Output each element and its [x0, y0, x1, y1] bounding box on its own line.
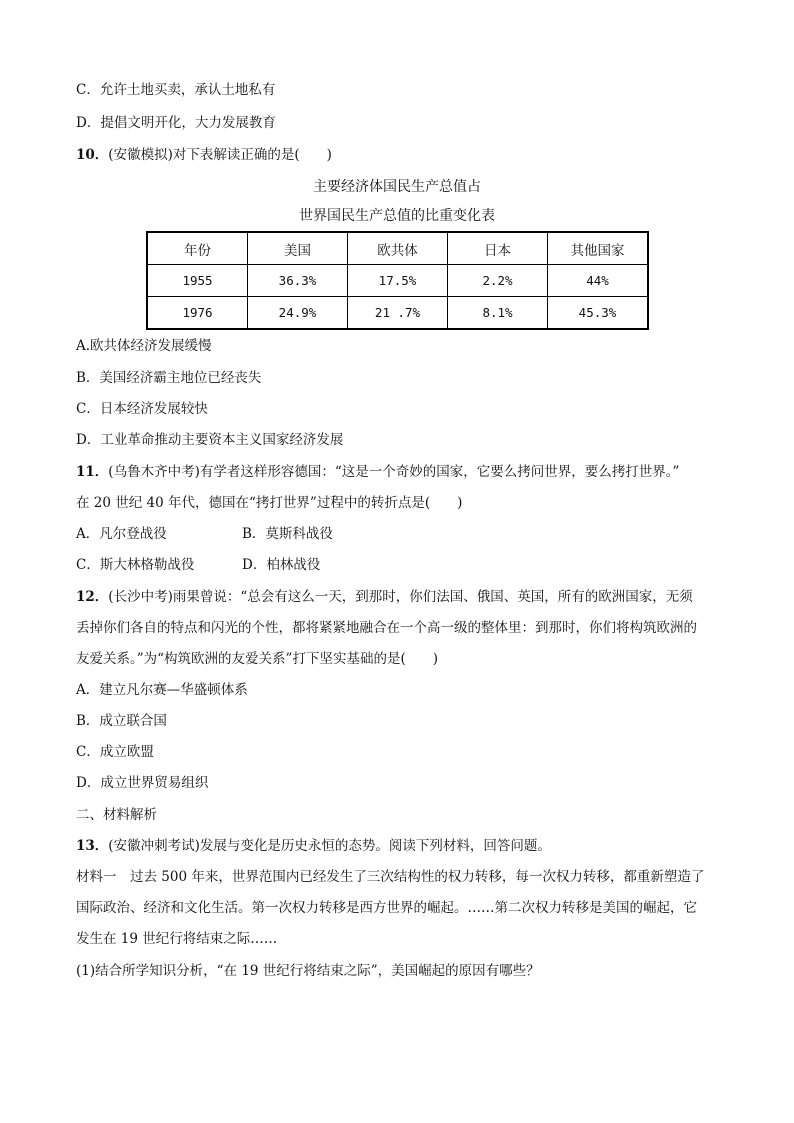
material-1-line-1: 材料一 过去 500 年来，世界范围内已经发生了三次结构性的权力转移，每一次权力转移，都重新塑造了: [76, 869, 705, 885]
q10-option-b: B．美国经济霸主地位已经丧失: [76, 370, 262, 386]
q12-option-b: B．成立联合国: [76, 713, 167, 729]
section-heading: 二、材料解析: [76, 807, 157, 823]
table-header-cell: 年份: [147, 232, 248, 265]
question-12-continued-2: 友爱关系。”为“构筑欧洲的友爱关系”打下坚实基础的是( ): [76, 651, 438, 667]
q12-option-d: D．成立世界贸易组织: [76, 775, 209, 791]
table-cell: 1976: [147, 297, 248, 330]
q10-option-d: D．工业革命推动主要资本主义国家经济发展: [76, 432, 344, 448]
q11-option-c: C．斯大林格勒战役: [76, 557, 195, 573]
table-header-cell: 欧共体: [348, 232, 448, 265]
q9-option-d: D．提倡文明开化，大力发展教育: [76, 115, 276, 131]
q12-option-a: A．建立凡尔赛—华盛顿体系: [76, 682, 248, 698]
table-title-line-1: 主要经济体国民生产总值占: [313, 179, 481, 195]
table-row: [147, 297, 648, 330]
q10-option-c: C．日本经济发展较快: [76, 401, 208, 417]
question-number: 11．: [76, 464, 109, 480]
question-text: (长沙中考)雨果曾说：“总会有这么一天，到那时，你们法国、俄国、英国，所有的欧洲国家，无须: [108, 589, 693, 605]
table-cell: 8.1%: [448, 297, 548, 330]
question-12: [76, 587, 726, 607]
sub-question-1: (1)结合所学知识分析，“在 19 世纪行将结束之际”，美国崛起的原因有哪些？: [76, 963, 540, 979]
question-10: [76, 145, 726, 165]
material-1-line-3: 发生在 19 世纪行将结束之际……: [76, 931, 278, 947]
q12-option-c: C．成立欧盟: [76, 744, 154, 760]
table-cell: 24.9%: [248, 297, 348, 330]
question-12-continued: 丢掉你们各自的特点和闪光的个性，都将紧紧地融合在一个高一级的整体里：到那时，你们将构筑欧洲的: [76, 620, 697, 636]
q11-option-d: D．柏林战役: [242, 557, 321, 573]
table-cell: 45.3%: [548, 297, 649, 330]
question-text: (乌鲁木齐中考)有学者这样形容德国：“这是一个奇妙的国家，它要么拷问世界，要么拷打世界。”: [108, 464, 680, 480]
table-header-cell: 其他国家: [548, 232, 649, 265]
q10-option-a: A.欧共体经济发展缓慢: [76, 338, 212, 354]
table-cell: 21 .7%: [348, 297, 448, 330]
material-1-line-2: 国际政治、经济和文化生活。第一次权力转移是西方世界的崛起。……第二次权力转移是美国的崛起，它: [76, 900, 697, 916]
table-cell: 1955: [147, 265, 248, 297]
table-header-cell: 日本: [448, 232, 548, 265]
question-13: [76, 836, 726, 856]
q11-options-row-2: [76, 555, 726, 575]
gnp-table: [146, 231, 649, 330]
q9-option-c: C．允许土地买卖，承认土地私有: [76, 82, 276, 98]
table-cell: 44%: [548, 265, 649, 297]
question-number: 12．: [76, 589, 109, 605]
table-cell: 17.5%: [348, 265, 448, 297]
table-header-row: [147, 232, 648, 265]
table-title-line-2: 世界国民生产总值的比重变化表: [299, 208, 495, 224]
question-11-continued: 在 20 世纪 40 年代，德国在“拷打世界”过程中的转折点是( ): [76, 495, 463, 511]
question-number: 10．: [76, 147, 109, 163]
q11-options-row-1: [76, 524, 726, 544]
q11-option-a: A．凡尔登战役: [76, 526, 167, 542]
q11-option-b: B．莫斯科战役: [242, 526, 333, 542]
question-11: [76, 462, 726, 482]
question-text: (安徽冲刺考试)发展与变化是历史永恒的态势。阅读下列材料，回答问题。: [108, 838, 551, 854]
table-cell: 2.2%: [448, 265, 548, 297]
table-cell: 36.3%: [248, 265, 348, 297]
table-header-cell: 美国: [248, 232, 348, 265]
table-row: [147, 265, 648, 297]
question-number: 13．: [76, 838, 109, 854]
question-text: (安徽模拟)对下表解读正确的是( ): [108, 147, 332, 163]
